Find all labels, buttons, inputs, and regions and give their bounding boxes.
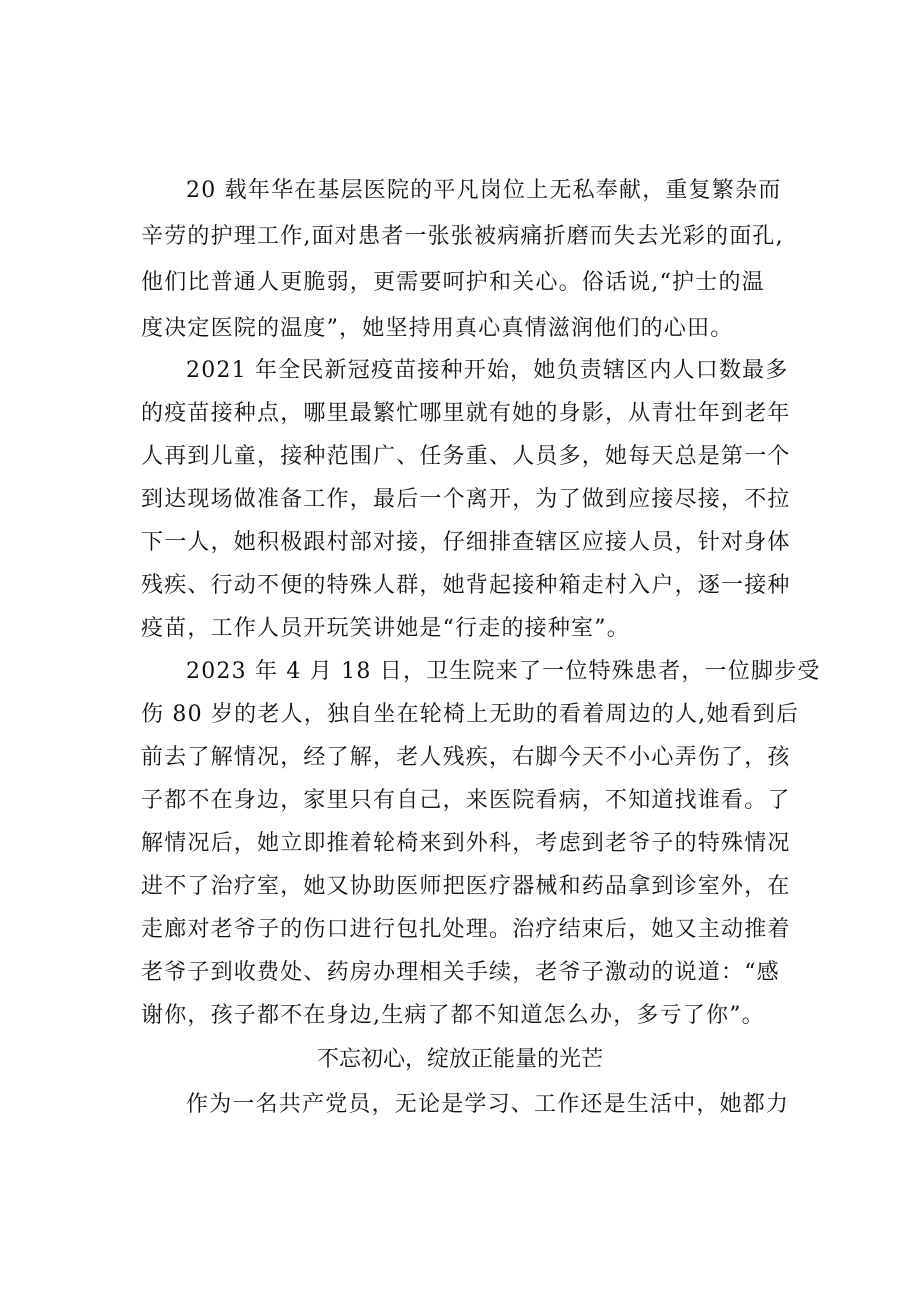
section-heading: 不忘初心，绽放正能量的光芒 (316, 1047, 603, 1072)
paragraph-2-line-4: 到达现场做准备工作，最后一个离开，为了做到应接尽接，不拉 (141, 487, 791, 512)
paragraph-2-line-6: 残疾、行动不便的特殊人群，她背起接种箱走村入户，逐一接种 (141, 573, 791, 598)
paragraph-3-line-8: 老爷子到收费处、药房办理相关手续，老爷子激动的说道：“感 (141, 960, 780, 985)
paragraph-3-line-3: 前去了解情况，经了解，老人残疾，右脚今天不小心弄伤了，孩 (141, 745, 791, 770)
paragraph-4-line-1: 作为一名共产党员，无论是学习、工作还是生活中，她都力 (186, 1092, 790, 1117)
paragraph-3-line-5: 解情况后，她立即推着轮椅来到外科，考虑到老爷子的特殊情况 (141, 831, 791, 856)
paragraph-3-line-7: 走廊对老爷子的伤口进行包扎处理。治疗结束后，她又主动推着 (141, 917, 791, 942)
paragraph-2-line-7: 疫苗，工作人员开玩笑讲她是“行走的接种室”。 (141, 616, 630, 641)
paragraph-1-line-3: 他们比普通人更脆弱，更需要呵护和关心。俗话说,“护士的温 (141, 270, 765, 295)
paragraph-3-line-4: 子都不在身边，家里只有自己，来医院看病，不知道找谁看。了 (141, 788, 791, 813)
paragraph-1-line-4: 度决定医院的温度”，她坚持用真心真情滋润他们的心田。 (141, 316, 734, 341)
paragraph-2-line-3: 人再到儿童，接种范围广、任务重、人员多，她每天总是第一个 (141, 444, 791, 469)
paragraph-3-line-2: 伤 80 岁的老人，独自坐在轮椅上无助的看着周边的人,她看到后 (141, 702, 800, 727)
paragraph-1-line-2: 辛劳的护理工作,面对患者一张张被病痛折磨而失去光彩的面孔, (141, 224, 784, 249)
paragraph-2-line-2: 的疫苗接种点，哪里最繁忙哪里就有她的身影，从青壮年到老年 (141, 401, 791, 426)
paragraph-3-line-6: 进不了治疗室，她又协助医师把医疗器械和药品拿到诊室外，在 (141, 874, 791, 899)
paragraph-3-line-9: 谢你，孩子都不在身边,生病了都不知道怎么办，多亏了你”。 (141, 1003, 765, 1028)
paragraph-2-line-1: 2021 年全民新冠疫苗接种开始，她负责辖区内人口数最多 (186, 358, 789, 383)
paragraph-3-line-1: 2023 年 4 月 18 日，卫生院来了一位特殊患者，一位脚步受 (186, 659, 821, 684)
paragraph-2-line-5: 下一人，她积极跟村部对接，仔细排查辖区应接人员，针对身体 (141, 530, 791, 555)
paragraph-1-line-1: 20 载年华在基层医院的平凡岗位上无私奉献，重复繁杂而 (186, 178, 782, 203)
